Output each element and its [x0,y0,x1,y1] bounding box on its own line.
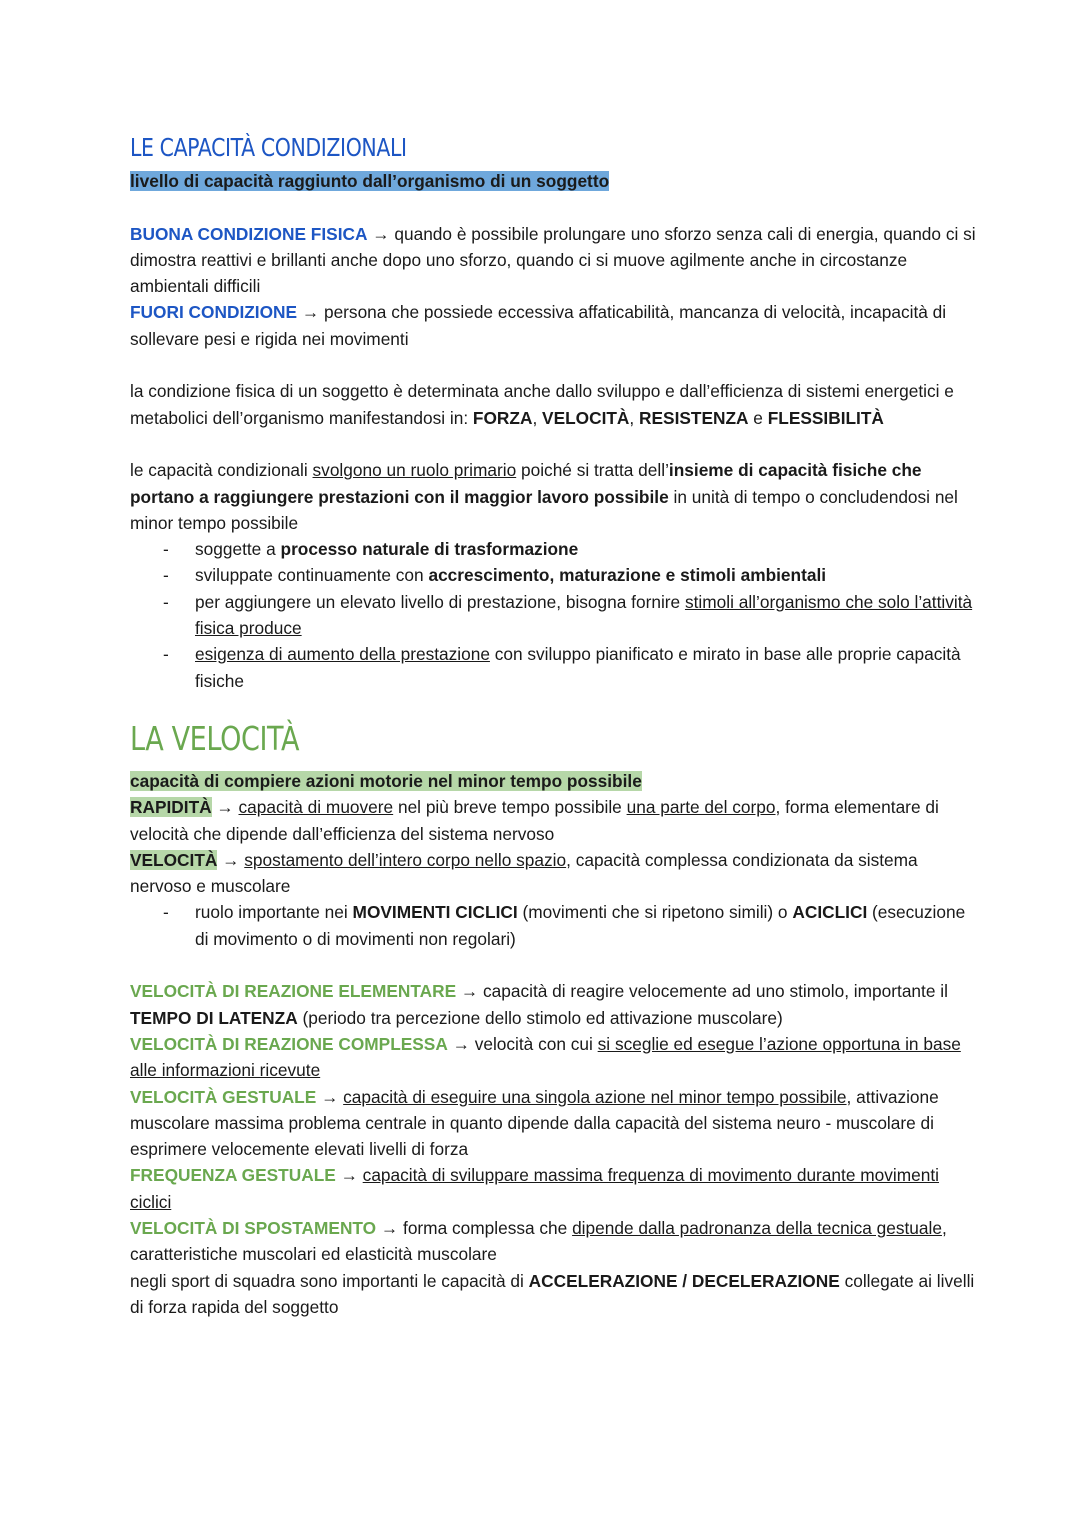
document-page [130,128,980,1320]
section-title-capacita-condizionali: LE CAPACITÀ CONDIZIONALI [130,133,407,162]
paragraph-frequenza-gestuale: FREQUENZA GESTUALE → capacità di sviluppare massima frequenza di movimento durante movimenti ciclici [130,1165,939,1212]
bullet-list-capacita [130,536,980,694]
paragraph-rapidita: RAPIDITÀ → capacità di muovere nel più breve tempo possibile una parte del corpo, forma elementare di velocità che dipende dall’efficienza del sistema nervoso [130,797,939,844]
term-fuori-condizione: FUORI CONDIZIONE [130,302,298,323]
paragraph-velocita-spostamento: VELOCITÀ DI SPOSTAMENTO → forma complessa che dipende dalla padronanza della tecnica gestuale, caratteristiche muscolari ed elasticità muscolare [130,1217,947,1265]
paragraph-reazione-elementare: VELOCITÀ DI REAZIONE ELEMENTARE → capacità di reagire velocemente ad uno stimolo, importante il TEMPO DI LATENZA (periodo tra percezione dello stimolo ed attivazione muscolare) [130,981,948,1028]
paragraph-condizione-fisica: la condizione fisica di un soggetto è determinata anche dallo sviluppo e dall’efficienza di sistemi energetici e metabolici dell’organismo manifestandosi in: FORZA, VELOCITÀ, RESISTENZA e FLESSIBILITÀ [130,381,954,428]
list-item: - sviluppate continuamente con accrescimento, maturazione e stimoli ambientali [130,562,980,588]
term-reazione-complessa: VELOCITÀ DI REAZIONE COMPLESSA [130,1033,448,1054]
paragraph-fuori-condizione: FUORI CONDIZIONE → persona che possiede eccessiva affaticabilità, mancanza di velocità, incapacità di sollevare pesi e rigida nei movimenti [130,302,947,349]
paragraph-reazione-complessa: VELOCITÀ DI REAZIONE COMPLESSA → velocità con cui si sceglie ed esegue l’azione opportuna in base alle informazioni ricevute [130,1033,961,1081]
section-title-velocita: LA VELOCITÀ [130,718,300,758]
term-buona-condizione: BUONA CONDIZIONE FISICA [130,223,368,244]
bullet-list-movimenti [130,899,980,952]
list-item: - esigenza di aumento della prestazione con sviluppo pianificato e mirato in base alle proprie capacità fisiche [130,641,980,694]
term-velocita-spostamento: VELOCITÀ DI SPOSTAMENTO [130,1217,377,1238]
list-item: - ruolo importante nei MOVIMENTI CICLICI (movimenti che si ripetono simili) o ACICLICI (esecuzione di movimento o di movimenti non regolari) [130,899,980,952]
paragraph-capacita-condizionali: le capacità condizionali svolgono un ruolo primario poiché si tratta dell’insieme di capacità fisiche che portano a raggiungere prestazioni con il maggior lavoro possibile in unità di tempo o concludendosi nel minor tempo possibile [130,460,958,533]
term-velocita: VELOCITÀ [130,849,218,870]
paragraph-velocita: VELOCITÀ → spostamento dell’intero corpo nello spazio, capacità complessa condizionata da sistema nervoso e muscolare [130,849,918,897]
highlighted-definition: capacità di compiere azioni motorie nel minor tempo possibile [130,770,642,791]
paragraph-sport-squadra: negli sport di squadra sono importanti le capacità di ACCELERAZIONE / DECELERAZIONE collegate ai livelli di forza rapida del soggetto [130,1270,975,1317]
term-rapidita: RAPIDITÀ [130,797,212,818]
paragraph-buona-condizione: BUONA CONDIZIONE FISICA → quando è possibile prolungare uno sforzo senza cali di energia, quando ci si dimostra reattivi e brillanti anche dopo uno sforzo, quando ci si muove agilmente anche in circostanze ambientali difficili [130,223,976,297]
list-item: - per aggiungere un elevato livello di prestazione, bisogna fornire stimoli all’organismo che solo l’attività fisica produce [130,589,980,642]
list-item: - soggette a processo naturale di trasformazione [130,536,980,562]
term-frequenza-gestuale: FREQUENZA GESTUALE [130,1165,336,1186]
term-velocita-gestuale: VELOCITÀ GESTUALE [130,1086,317,1107]
paragraph-velocita-gestuale: VELOCITÀ GESTUALE → capacità di eseguire una singola azione nel minor tempo possibile, attivazione muscolare massima problema centrale in quanto dipende dalla capacità del sistema neuro - muscolare di esprimere velocemente elevati livelli di forza [130,1086,939,1160]
term-reazione-elementare: VELOCITÀ DI REAZIONE ELEMENTARE [130,981,457,1002]
definition-line-velocita [130,768,980,794]
definition-line [130,168,980,194]
highlighted-definition: livello di capacità raggiunto dall’organismo di un soggetto [130,171,610,191]
